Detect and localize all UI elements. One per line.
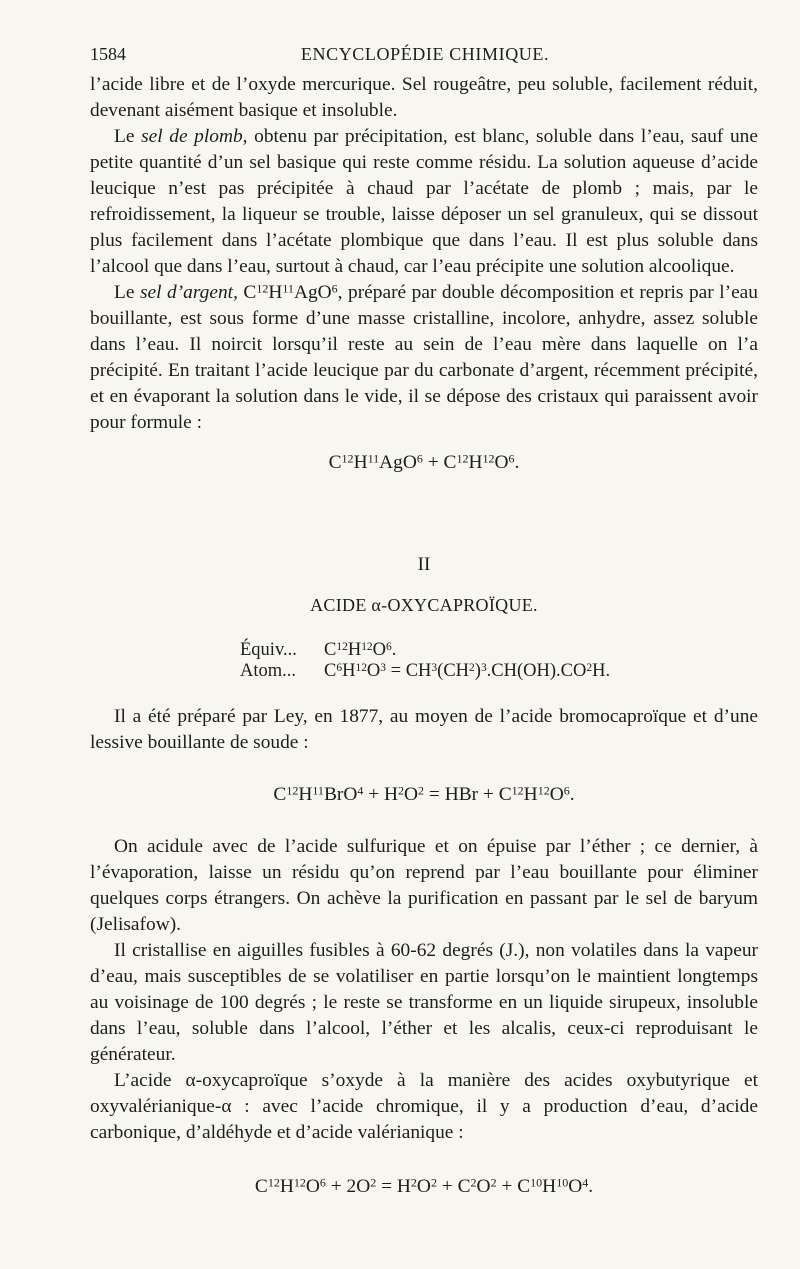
formula-oxidation: $C^{12}H^{12}O^6 + 2O^2 = H^2O^2 + C^2O^2 + C^{10}H^{10}O^4$. [254,1175,594,1197]
paragraph-sel-de-plomb [90,124,758,280]
page-header [90,44,760,68]
paragraph-text: Le [114,282,140,303]
section-number: II [417,554,431,575]
page-body [90,72,758,1200]
paragraph-proprietes: Il cristallise en aiguilles fusibles à 60-62 degrés (J.), non volatiles dans la vapeur d’eau, mais susceptibles de se volatiliser en partie lorsqu’on le maintient longtemps au voisinage de 100 degrés ; le reste se transforme en un liquide sirupeux, insoluble dans l’eau, soluble dans l’alcool, l’éther et les alcalis, ceux-ci reproduisant le générateur. [90,940,758,1065]
paragraph-text: , obtenu par précipitation, est blanc, soluble dans l’eau, sauf une petite quantité d’un sel basique qui reste comme résidu. La solution aqueuse d’acide leucique n’est pas précipitée à chaud par l’acétate de plomb ; mais, par le refroidissement, la liqueur se trouble, laisse déposer un sel granuleux, qui se dissout plus facilement dans l’acétate plombique que dans l’eau. Il est plus soluble dans l’alcool que dans l’eau, surtout à chaud, car l’eau précipite une solution alcoolique. [90,126,758,277]
running-title: ENCYCLOPÉDIE CHIMIQUE. [300,44,550,64]
section-title: ACIDE α-OXYCAPROÏQUE. [310,595,538,615]
paragraph-text: , préparé par double décomposition et repris par l’eau bouillante, est sous forme d’une masse cristalline, incolore, anhydre, assez soluble dans l’eau. Il noircit lorsqu’il reste au sein de l’eau mère dans laquelle on l’a précipité. En traitant l’acide leucique par du carbonate d’argent, récemment précipité, et en évaporant la solution dans le vide, il se dépose des cristaux qui paraissent avoir pour formule : [90,282,758,433]
paragraph-oxydation: L’acide α-oxycaproïque s’oxyde à la manière des acides oxybutyrique et oxyvalérianique-α : avec l’acide chromique, il y a production d’eau, d’acide carbonique, d’aldéhyde et d’acide valérianique : [90,1070,758,1143]
formula-label: Atom... [240,661,297,681]
formula-block [90,640,758,682]
term-sel-de-plomb: sel de plomb [141,126,243,147]
formula-silver-salt: $C^{12}H^{11}AgO^6 + C^{12}H^{12}O^6$. [328,451,520,473]
formula-inline: , $C^{12}H^{11}AgO^6$ [233,281,338,303]
formula-equiv: Équiv... $C^{12}H^{12}O^6$. [240,640,397,660]
paragraph-purification: On acidule avec de l’acide sulfurique et on épuise par l’éther ; ce dernier, à l’évaporation, laisse un résidu qu’on reprend par l’eau bouillante pour éliminer quelques corps étrangers. On achève la purification en passant par le sel de baryum (Jelisafow). [90,836,758,935]
paragraph-preparation: Il a été préparé par Ley, en 1877, au moyen de l’acide bromocaproïque et d’une lessive bouillante de soude : [90,706,758,753]
formula-reaction-soude: $C^{12}H^{11}BrO^4 + H^2O^2$ = HBr + $C^{12}H^{12}O^6$. [273,783,575,805]
paragraph-text: Le [114,126,142,147]
formula-atom: Atom... $C^6H^{12}O^3 = CH^3(CH^2)^3.CH(OH).CO^2H$. [240,661,611,681]
term-sel-d-argent: sel d’argent [139,282,234,303]
formula-label: Équiv... [240,640,297,660]
paragraph-1: l’acide libre et de l’oxyde mercurique. Sel rougeâtre, peu soluble, facilement réduit, devenant aisément basique et insoluble. [90,74,758,121]
page-number: 1584 [90,44,126,64]
paragraph-sel-d-argent [90,280,758,436]
